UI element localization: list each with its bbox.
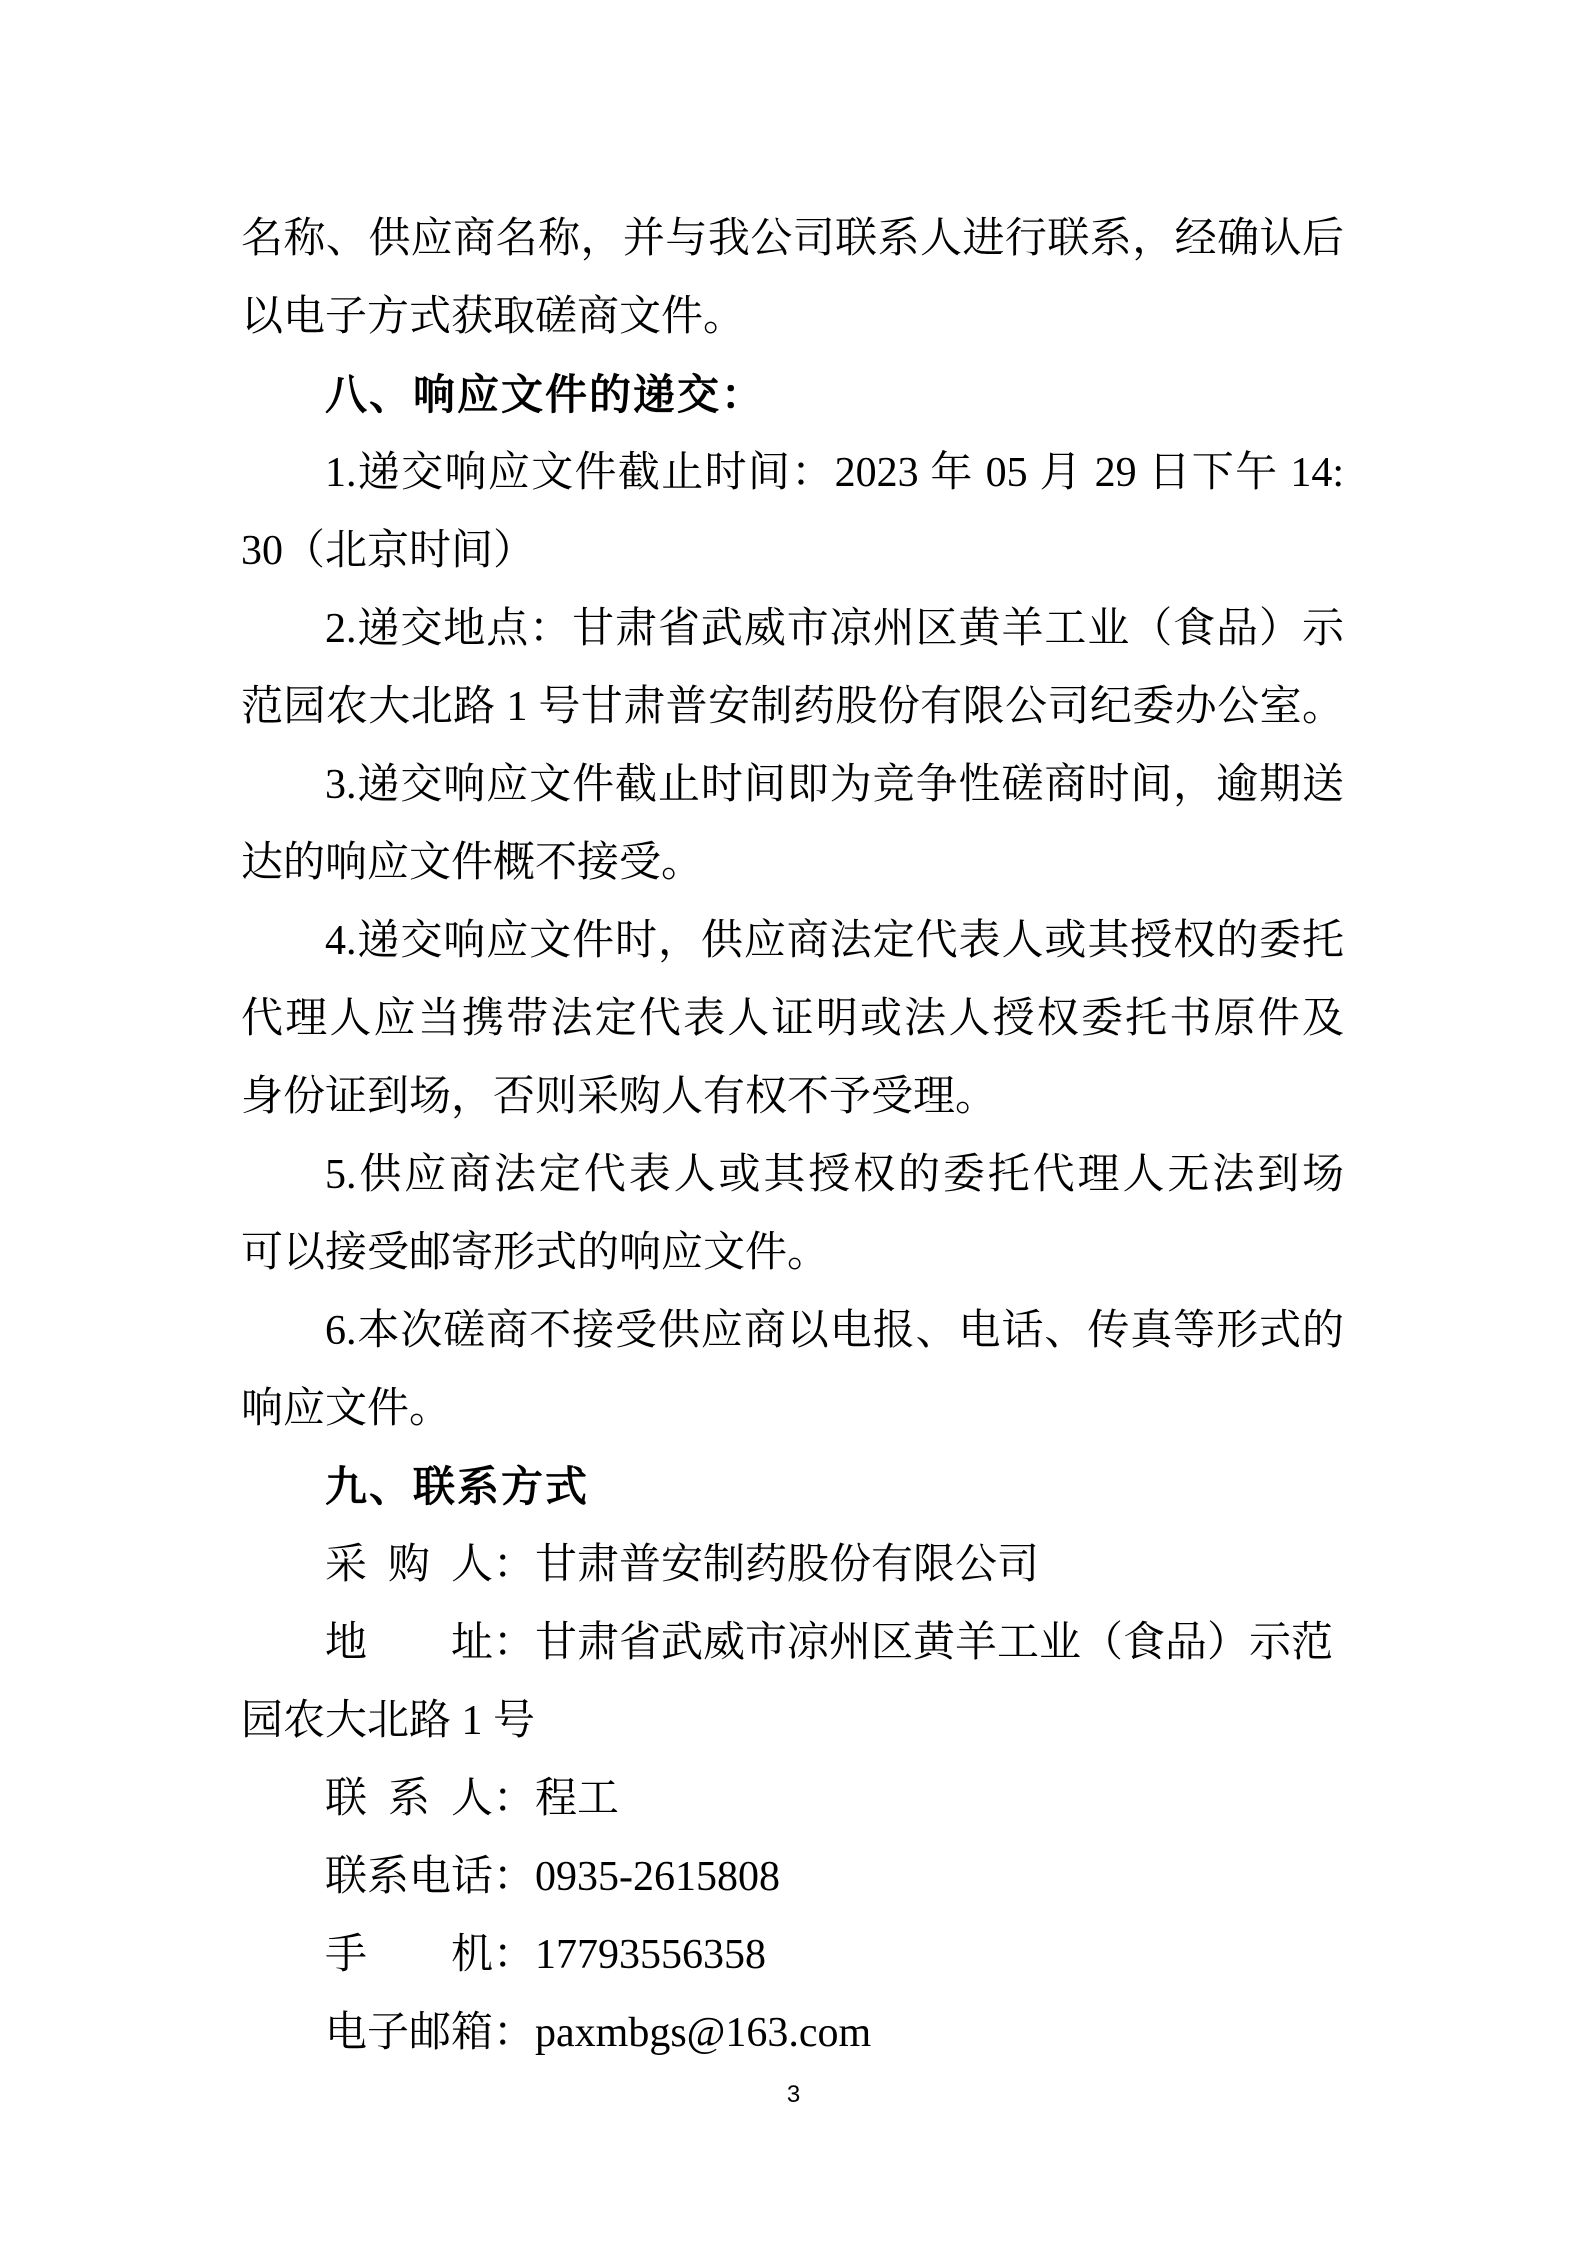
contact-colon: ： [493,1776,536,1822]
contact-label: 采购人 [325,1542,493,1588]
contact-row [241,1604,1344,1682]
text-line: 响应文件。 [241,1386,452,1432]
text-line: 园农大北路 1 号 [241,1698,536,1744]
contact-label: 联系人 [325,1776,493,1822]
text-line: 30（北京时间） [241,528,536,574]
contact-value: 0935-2615808 [535,1854,781,1900]
contact-colon: ： [493,1854,536,1900]
section-heading: 八、响应文件的递交： [325,371,766,418]
text-line: 代理人应当携带法定代表人证明或法人授权委托书原件及 [241,996,1344,1042]
document-body [241,200,1344,2072]
contact-colon: ： [493,2010,536,2056]
text-line: 范园农大北路 1 号甘肃普安制药股份有限公司纪委办公室。 [241,684,1344,730]
contact-value: paxmbgs@163.com [535,2010,872,2056]
text-line: 名称、供应商名称，并与我公司联系人进行联系，经确认后 [241,216,1344,262]
text-line: 3.递交响应文件截止时间即为竞争性磋商时间，逾期送 [325,762,1344,808]
text-line: 达的响应文件概不接受。 [241,840,704,886]
text-line: 4.递交响应文件时，供应商法定代表人或其授权的委托 [325,918,1344,964]
contact-label: 地址 [325,1620,493,1666]
contact-label: 电子邮箱 [325,2010,494,2056]
section-heading: 九、联系方式 [325,1463,590,1510]
contact-row [241,1994,1344,2072]
contact-row [241,1916,1344,1994]
contact-label: 手机 [325,1932,493,1978]
text-line: 5.供应商法定代表人或其授权的委托代理人无法到场 [325,1152,1344,1198]
contact-value: 程工 [535,1776,620,1822]
text-line: 1.递交响应文件截止时间：2023 年 05 月 29 日下午 14: [325,450,1344,496]
text-line: 身份证到场，否则采购人有权不予受理。 [241,1074,998,1120]
text-line: 可以接受邮寄形式的响应文件。 [241,1230,830,1276]
text-line: 6.本次磋商不接受供应商以电报、电话、传真等形式的 [325,1308,1344,1354]
contact-row [241,1760,1344,1838]
contact-colon: ： [493,1932,536,1978]
contact-colon: ： [493,1620,536,1666]
contact-row [241,1526,1344,1604]
contact-row [241,1838,1344,1916]
text-line: 2.递交地点：甘肃省武威市凉州区黄羊工业（食品）示 [325,606,1344,652]
page-number: 3 [786,2081,801,2108]
contact-value: 17793556358 [535,1932,767,1978]
contact-colon: ： [493,1542,536,1588]
text-line: 以电子方式获取磋商文件。 [241,294,746,340]
contact-value: 甘肃省武威市凉州区黄羊工业（食品）示范 [535,1620,1334,1666]
contact-value: 甘肃普安制药股份有限公司 [535,1542,1040,1588]
contact-label: 联系电话 [325,1854,494,1900]
